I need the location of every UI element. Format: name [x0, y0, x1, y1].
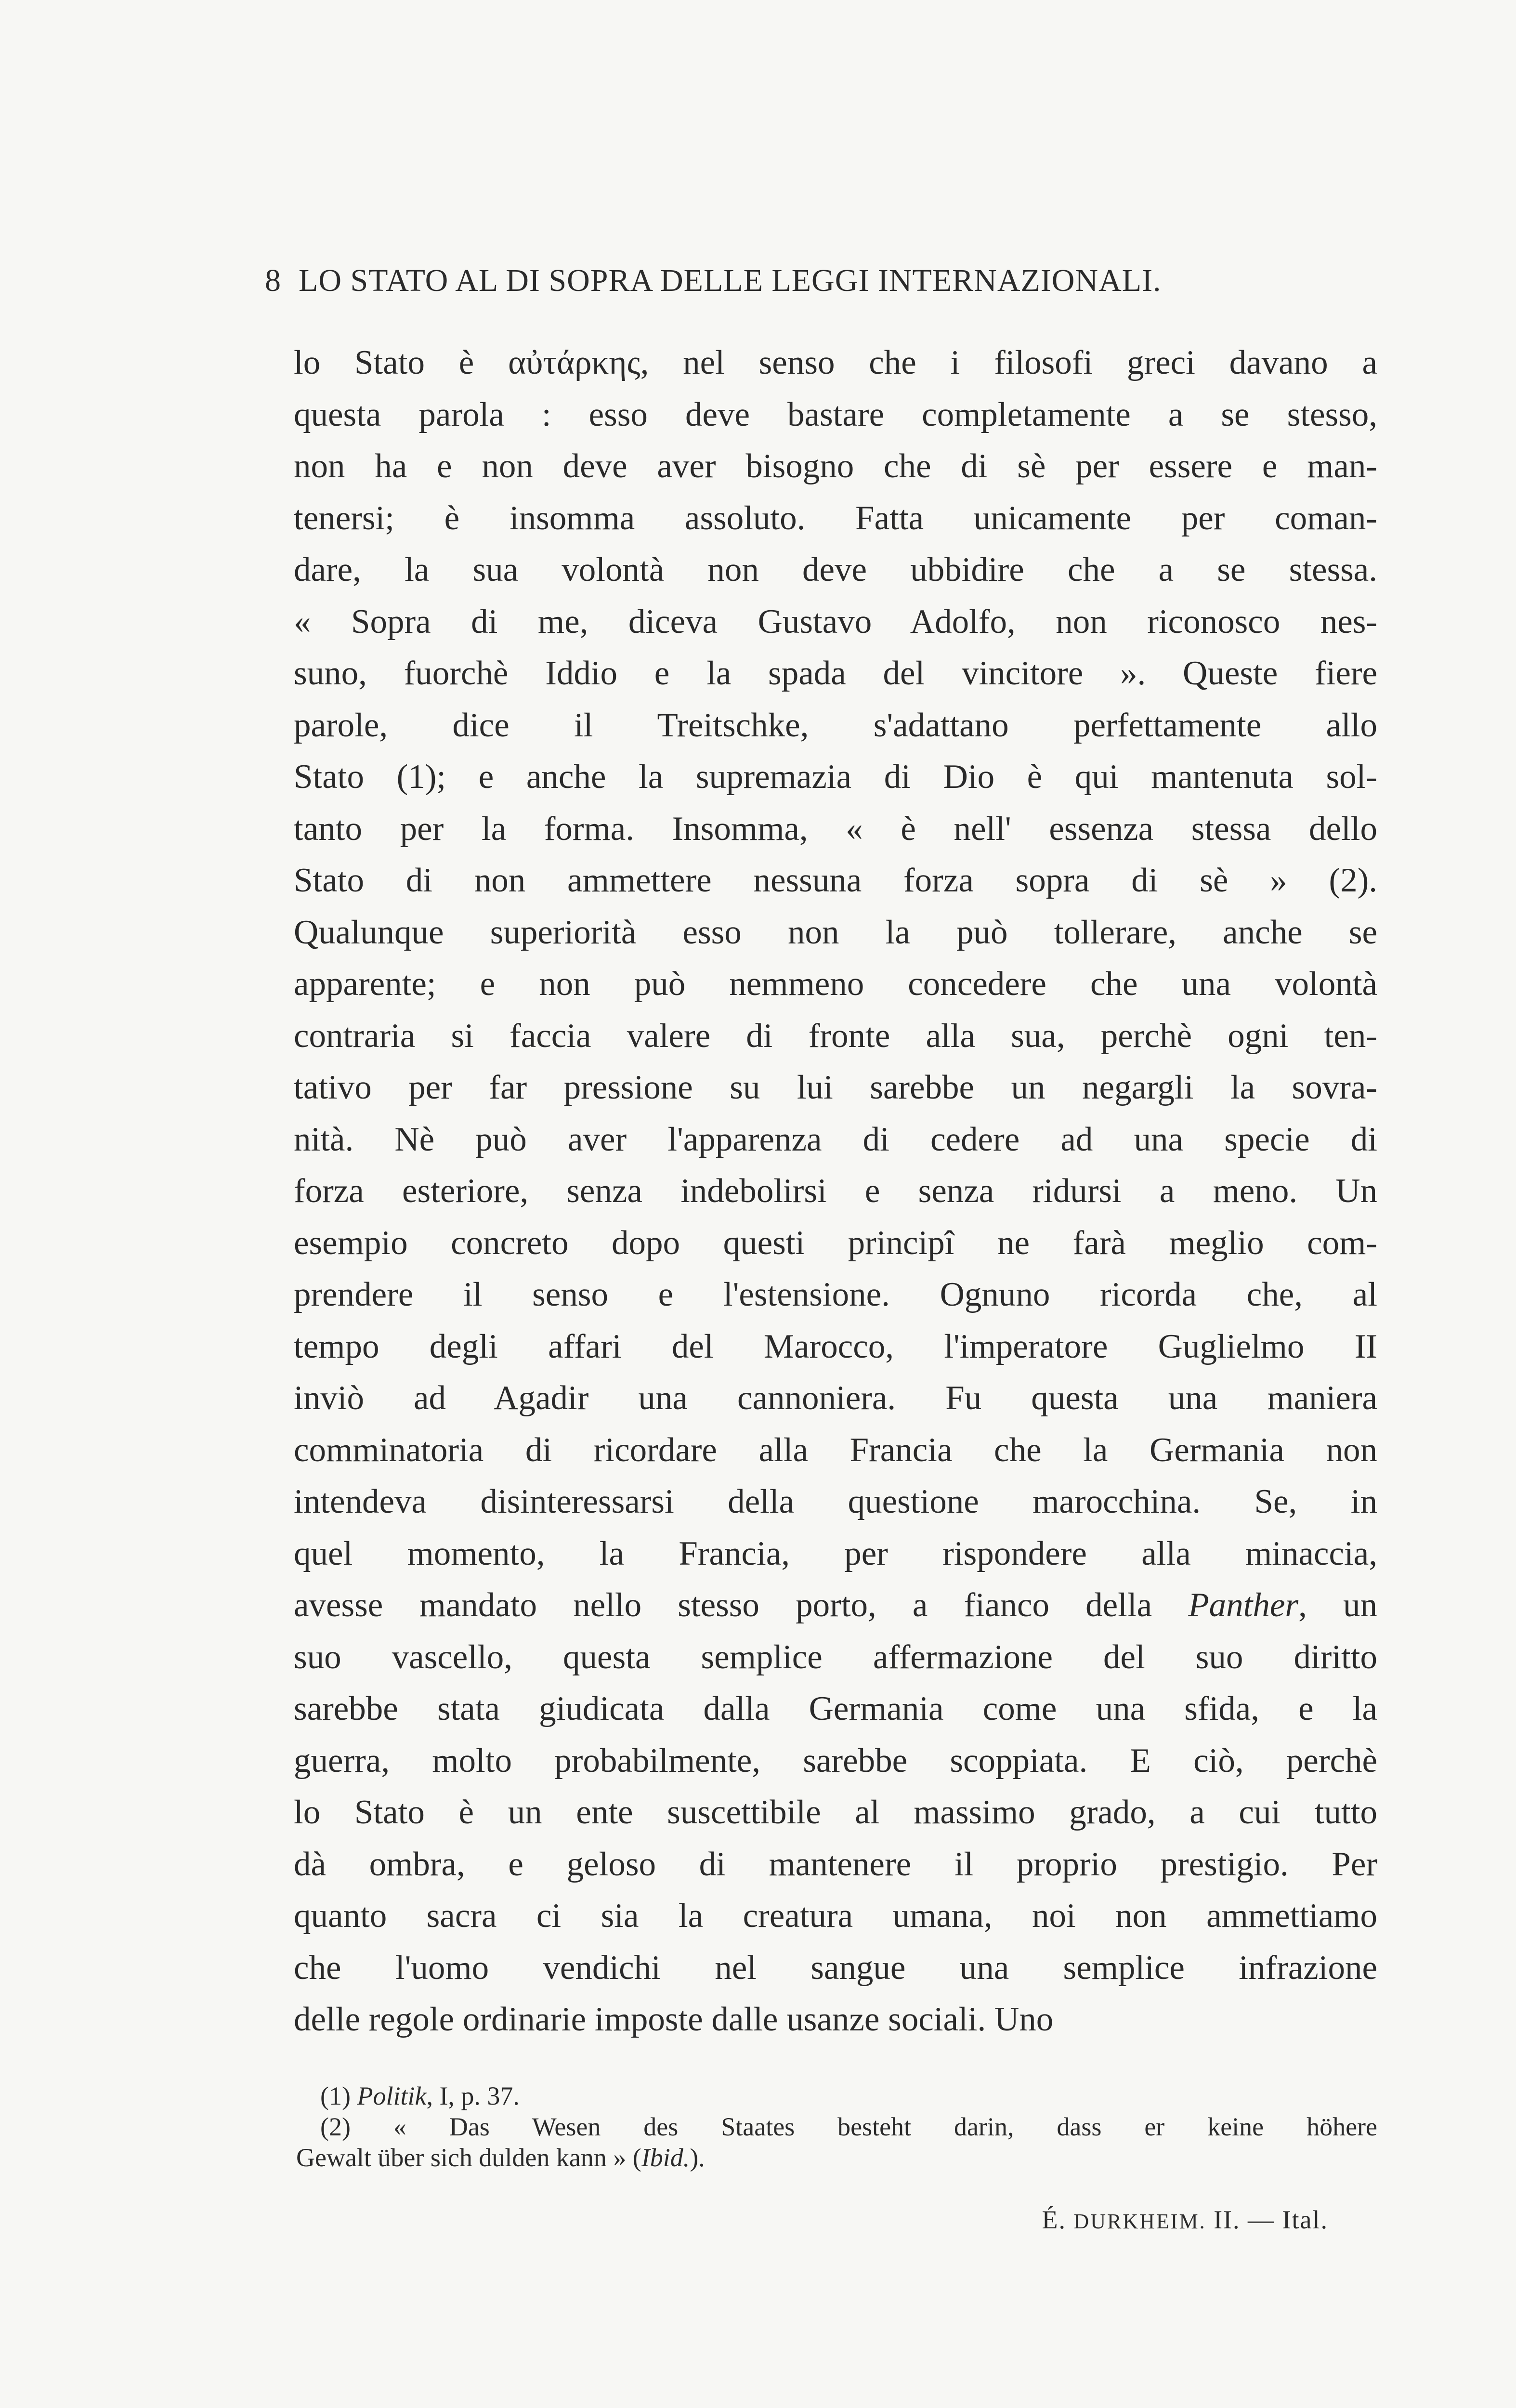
signature-rest: II. — Ital.	[1206, 2205, 1328, 2234]
text-line: tanto per la forma. Insomma, « è nell' essenza stessa dello	[294, 810, 1377, 848]
text-line: questa parola : esso deve bastare completamente a se stesso,	[294, 395, 1377, 433]
text-segment: avesse mandato nello stesso porto, a fianco della	[294, 1586, 1189, 1624]
text-line: suno, fuorchè Iddio e la spada del vincitore ». Queste fiere	[294, 654, 1377, 692]
text-line: quel momento, la Francia, per rispondere alla minaccia,	[294, 1534, 1377, 1572]
text-line: « Sopra di me, diceva Gustavo Adolfo, non riconosco nes-	[294, 602, 1377, 641]
running-title: LO STATO AL DI SOPRA DELLE LEGGI INTERNAZIONALI.	[299, 263, 1162, 298]
text-line: non ha e non deve aver bisogno che di sè per essere e man-	[294, 447, 1377, 485]
footnote-1	[296, 2081, 1377, 2111]
text-line: tempo degli affari del Marocco, l'imperatore Guglielmo II	[294, 1327, 1377, 1365]
text-line: dare, la sua volontà non deve ubbidire che a se stessa.	[294, 551, 1377, 589]
text-line: lo Stato è un ente suscettibile al massimo grado, a cui tutto	[294, 1793, 1377, 1831]
footnotes	[296, 2081, 1377, 2173]
text-line-panther	[294, 1580, 1377, 1632]
text-line: parole, dice il Treitschke, s'adattano perfettamente allo	[294, 706, 1377, 744]
text-line: inviò ad Agadir una cannoniera. Fu questa una maniera	[294, 1379, 1377, 1417]
text-line: esempio concreto dopo questi principî ne farà meglio com-	[294, 1224, 1377, 1262]
text-line: tenersi; è insomma assoluto. Fatta unicamente per coman-	[294, 499, 1377, 537]
footnote-2-ref: Ibid.	[641, 2143, 690, 2172]
footnote-2-line-2	[296, 2142, 1377, 2173]
text-line: contraria si faccia valere di fronte alla sua, perchè ogni ten-	[294, 1017, 1377, 1055]
text-line: prendere il senso e l'estensione. Ognuno ricorda che, al	[294, 1276, 1377, 1313]
text-line: apparente; e non può nemmeno concedere che una volontà	[294, 965, 1377, 1003]
body-text	[294, 337, 1377, 2046]
text-line: quanto sacra ci sia la creatura umana, noi non ammettiamo	[294, 1897, 1377, 1935]
text-line: guerra, molto probabilmente, sarebbe scoppiata. E ciò, perchè	[294, 1741, 1377, 1780]
text-line: delle regole ordinarie imposte dalle usanze sociali. Uno	[294, 2001, 1054, 2038]
printer-signature	[1042, 2205, 1328, 2235]
text-line: suo vascello, questa semplice affermazione del suo diritto	[294, 1638, 1377, 1676]
text-line: lo Stato è αὐτάρκης, nel senso che i filosofi greci davano a	[294, 344, 1377, 381]
text-line: tativo per far pressione su lui sarebbe un negargli la sovra-	[294, 1069, 1377, 1106]
text-segment: , un	[1298, 1586, 1377, 1624]
text-line: Qualunque superiorità esso non la può tollerare, anche se	[294, 913, 1377, 951]
text-line: Stato di non ammettere nessuna forza sopra di sè » (2).	[294, 862, 1377, 899]
text-line: dà ombra, e geloso di mantenere il proprio prestigio. Per	[294, 1845, 1377, 1883]
text-line: forza esteriore, senza indebolirsi e senza ridursi a meno. Un	[294, 1172, 1377, 1210]
footnote-2-tail: ).	[690, 2143, 705, 2172]
signature-name: DURKHEIM.	[1073, 2210, 1206, 2233]
ship-name-italic: Panther	[1188, 1586, 1299, 1624]
footnote-2-line-1: (2) « Das Wesen des Staates besteht darin, dass er keine höhere	[320, 2112, 1377, 2141]
footnote-1-number: (1)	[320, 2081, 357, 2110]
signature-initial: É.	[1042, 2205, 1074, 2234]
page-number: 8	[265, 263, 281, 298]
text-line: sarebbe stata giudicata dalla Germania come una sfida, e la	[294, 1690, 1377, 1727]
footnote-2-text: Gewalt über sich dulden kann » (	[296, 2143, 641, 2172]
footnote-1-tail: , I, p. 37.	[426, 2081, 520, 2110]
text-line: nità. Nè può aver l'apparenza di cedere ad una specie di	[294, 1120, 1377, 1158]
text-line: intendeva disinteressarsi della questione marocchina. Se, in	[294, 1483, 1377, 1520]
text-line: Stato (1); e anche la supremazia di Dio è qui mantenuta sol-	[294, 758, 1377, 796]
running-head	[265, 262, 1372, 299]
footnote-1-ref: Politik	[357, 2081, 427, 2110]
text-line: comminatoria di ricordare alla Francia che la Germania non	[294, 1431, 1377, 1469]
text-line: che l'uomo vendichi nel sangue una semplice infrazione	[294, 1949, 1377, 1987]
